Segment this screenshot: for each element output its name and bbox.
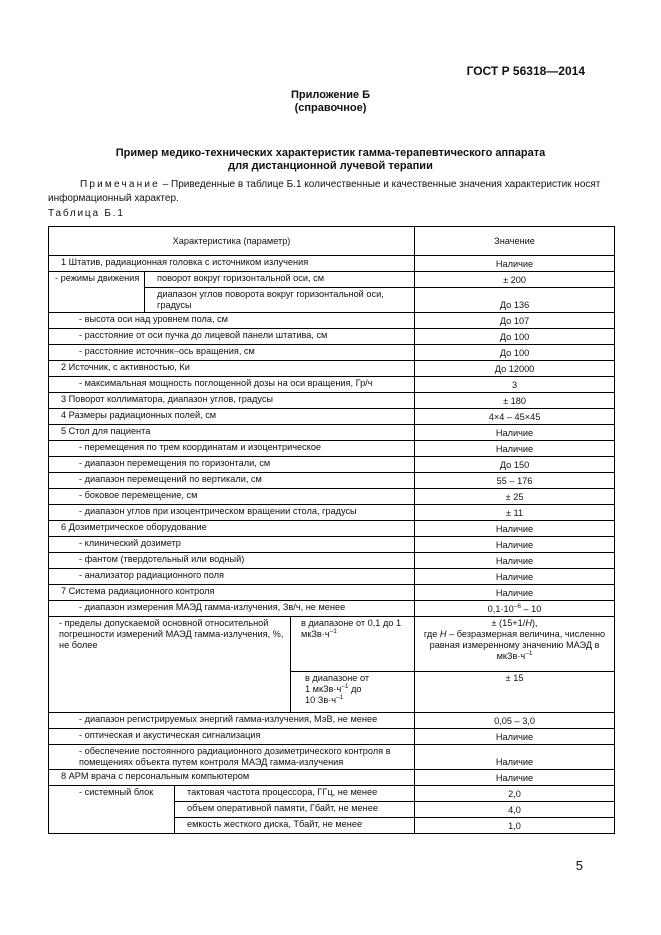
value-exponent: –1 <box>525 649 533 657</box>
table-row <box>49 729 615 745</box>
param-cell: - диапазон перемещения по горизонтали, см <box>49 457 415 473</box>
table-row <box>49 393 615 409</box>
value-cell: ± 11 <box>415 505 615 521</box>
param-cell: - оптическая и акустическая сигнализация <box>49 729 415 745</box>
table-row <box>49 313 615 329</box>
table-row <box>49 329 615 345</box>
param-cell: 7 Система радиационного контроля <box>49 585 415 601</box>
value-cell: Наличие <box>415 441 615 457</box>
table-row <box>49 585 615 601</box>
standard-header: ГОСТ Р 56318—2014 <box>466 64 585 78</box>
value-text: – безразмерная величина, численно равная измеренному значению МАЭД в мкЗв·ч <box>429 629 606 661</box>
param-cell: - максимальная мощность поглощенной дозы на оси вращения, Гр/ч <box>49 377 415 393</box>
note-paragraph <box>48 178 614 206</box>
param-cell: 4 Размеры радиационных полей, см <box>49 409 415 425</box>
appendix-subtitle: (справочное) <box>294 102 367 114</box>
header-value: Значение <box>415 227 615 256</box>
table-row <box>49 521 615 537</box>
value-cell: Наличие <box>415 729 615 745</box>
value-base: 0,1·10 <box>487 604 514 614</box>
subparam-cell <box>291 617 415 672</box>
param-cell: - диапазон измерения МАЭД гамма-излучения, Зв/ч, не менее <box>49 601 415 617</box>
table-row <box>49 457 615 473</box>
param-cell: - анализатор радиационного поля <box>49 569 415 585</box>
param-cell: - расстояние источник–ось вращения, см <box>49 345 415 361</box>
subparam-text: 1 мкЗв·ч <box>305 684 342 694</box>
doc-title-line1: Пример медико-технических характеристик гамма-терапевтического аппарата <box>115 147 546 159</box>
subparam-exponent: –1 <box>329 627 337 635</box>
param-cell: 1 Штатив, радиационная головка с источником излучения <box>49 256 415 272</box>
param-cell: - расстояние от оси пучка до лицевой панели штатива, см <box>49 329 415 345</box>
value-cell <box>415 601 615 617</box>
table-row <box>49 745 615 770</box>
param-cell: тактовая частота процессора, ГГц, не менее <box>175 786 415 802</box>
value-cell: Наличие <box>415 569 615 585</box>
note-text: – Приведенные в таблице Б.1 количественные и качественные значения характеристик носят информационный характер. <box>48 179 601 204</box>
value-cell: Наличие <box>415 537 615 553</box>
table-row <box>49 345 615 361</box>
param-cell: объем оперативной памяти, Гбайт, не менее <box>175 802 415 818</box>
param-cell: 5 Стол для пациента <box>49 425 415 441</box>
page-number: 5 <box>575 858 583 873</box>
value-cell: ± 25 <box>415 489 615 505</box>
table-row <box>49 256 615 272</box>
param-cell: диапазон углов поворота вокруг горизонтальной оси, градусы <box>145 288 415 313</box>
param-cell: - диапазон перемещений по вертикали, см <box>49 473 415 489</box>
value-cell: 4×4 – 45×45 <box>415 409 615 425</box>
table-row <box>49 553 615 569</box>
table-row <box>49 489 615 505</box>
value-var: H <box>525 618 532 628</box>
subparam-exponent: –1 <box>341 682 349 690</box>
value-var: H <box>439 629 447 639</box>
value-cell: ± 15 <box>415 672 615 713</box>
table-row <box>49 473 615 489</box>
table-row <box>49 361 615 377</box>
value-cell: До 12000 <box>415 361 615 377</box>
table-row <box>49 377 615 393</box>
table-row <box>49 786 615 802</box>
value-cell: До 100 <box>415 329 615 345</box>
value-text: где <box>423 629 440 639</box>
value-text: ± (15+1/ <box>491 618 526 628</box>
value-tail: – 10 <box>520 604 542 614</box>
table-row <box>49 770 615 786</box>
value-cell: 55 – 176 <box>415 473 615 489</box>
value-cell: ± 180 <box>415 393 615 409</box>
characteristics-table <box>48 226 615 834</box>
param-cell: 6 Дозиметрическое оборудование <box>49 521 415 537</box>
table-header-row <box>49 227 615 256</box>
value-exponent: –6 <box>513 602 521 610</box>
value-text: ), <box>531 618 538 628</box>
param-cell: - диапазон углов при изоцентрическом вращении стола, градусы <box>49 505 415 521</box>
value-cell: Наличие <box>415 553 615 569</box>
value-cell: 4,0 <box>415 802 615 818</box>
value-cell <box>415 617 615 672</box>
table-row <box>49 272 615 288</box>
subparam-text: 10 Зв·ч <box>305 695 337 705</box>
value-cell: До 100 <box>415 345 615 361</box>
param-cell: - фантом (твердотельный или водный) <box>49 553 415 569</box>
table-row <box>49 409 615 425</box>
table-row <box>49 505 615 521</box>
value-cell: Наличие <box>415 256 615 272</box>
group-cell: - режимы движения <box>49 272 145 313</box>
table-row <box>49 425 615 441</box>
subparam-text: в диапазоне от <box>305 673 370 683</box>
group-cell: - системный блок <box>49 786 175 834</box>
table-row <box>49 617 615 672</box>
value-cell: 0,05 – 3,0 <box>415 713 615 729</box>
param-cell: - диапазон регистрируемых энергий гамма-излучения, МэВ, не менее <box>49 713 415 729</box>
subparam-cell <box>291 672 415 713</box>
value-cell: ± 200 <box>415 272 615 288</box>
param-cell: - боковое перемещение, см <box>49 489 415 505</box>
appendix-title: Приложение Б <box>290 89 371 101</box>
value-cell: Наличие <box>415 521 615 537</box>
table-row <box>49 601 615 617</box>
note-label: Примечание <box>80 179 160 190</box>
header-param: Характеристика (параметр) <box>49 227 415 256</box>
param-cell: 8 АРМ врача с персональным компьютером <box>49 770 415 786</box>
table-row <box>49 441 615 457</box>
table-row <box>49 713 615 729</box>
value-cell: Наличие <box>415 745 615 770</box>
param-cell: поворот вокруг горизонтальной оси, см <box>145 272 415 288</box>
param-cell: - высота оси над уровнем пола, см <box>49 313 415 329</box>
value-cell: 2,0 <box>415 786 615 802</box>
value-cell: 1,0 <box>415 818 615 834</box>
param-cell: 3 Поворот коллиматора, диапазон углов, градусы <box>49 393 415 409</box>
doc-title-line2: для дистанционной лучевой терапии <box>228 160 433 172</box>
param-cell: 2 Источник, с активностью, Ки <box>49 361 415 377</box>
param-cell: - перемещения по трем координатам и изоцентрическое <box>49 441 415 457</box>
table-row <box>49 569 615 585</box>
subparam-text: до <box>348 684 362 694</box>
subparam-text: в диапазоне от 0,1 до 1 мкЗв·ч <box>301 618 402 639</box>
table-row <box>49 537 615 553</box>
table-caption: Таблица Б.1 <box>48 208 125 219</box>
value-cell: 3 <box>415 377 615 393</box>
value-cell: До 136 <box>415 288 615 313</box>
param-cell: - обеспечение постоянного радиационного дозиметрического контроля в помещениях объекта путем контроля МАЭД гамма-излучения <box>49 745 415 770</box>
value-cell: До 150 <box>415 457 615 473</box>
param-cell: емкость жесткого диска, Тбайт, не менее <box>175 818 415 834</box>
value-cell: Наличие <box>415 770 615 786</box>
value-cell: Наличие <box>415 585 615 601</box>
value-cell: Наличие <box>415 425 615 441</box>
group-cell: - пределы допускаемой основной относительной погрешности измерений МАЭД гамма-излучения, %, не более <box>49 617 291 713</box>
value-cell: До 107 <box>415 313 615 329</box>
subparam-exponent: –1 <box>336 693 344 701</box>
param-cell: - клинический дозиметр <box>49 537 415 553</box>
